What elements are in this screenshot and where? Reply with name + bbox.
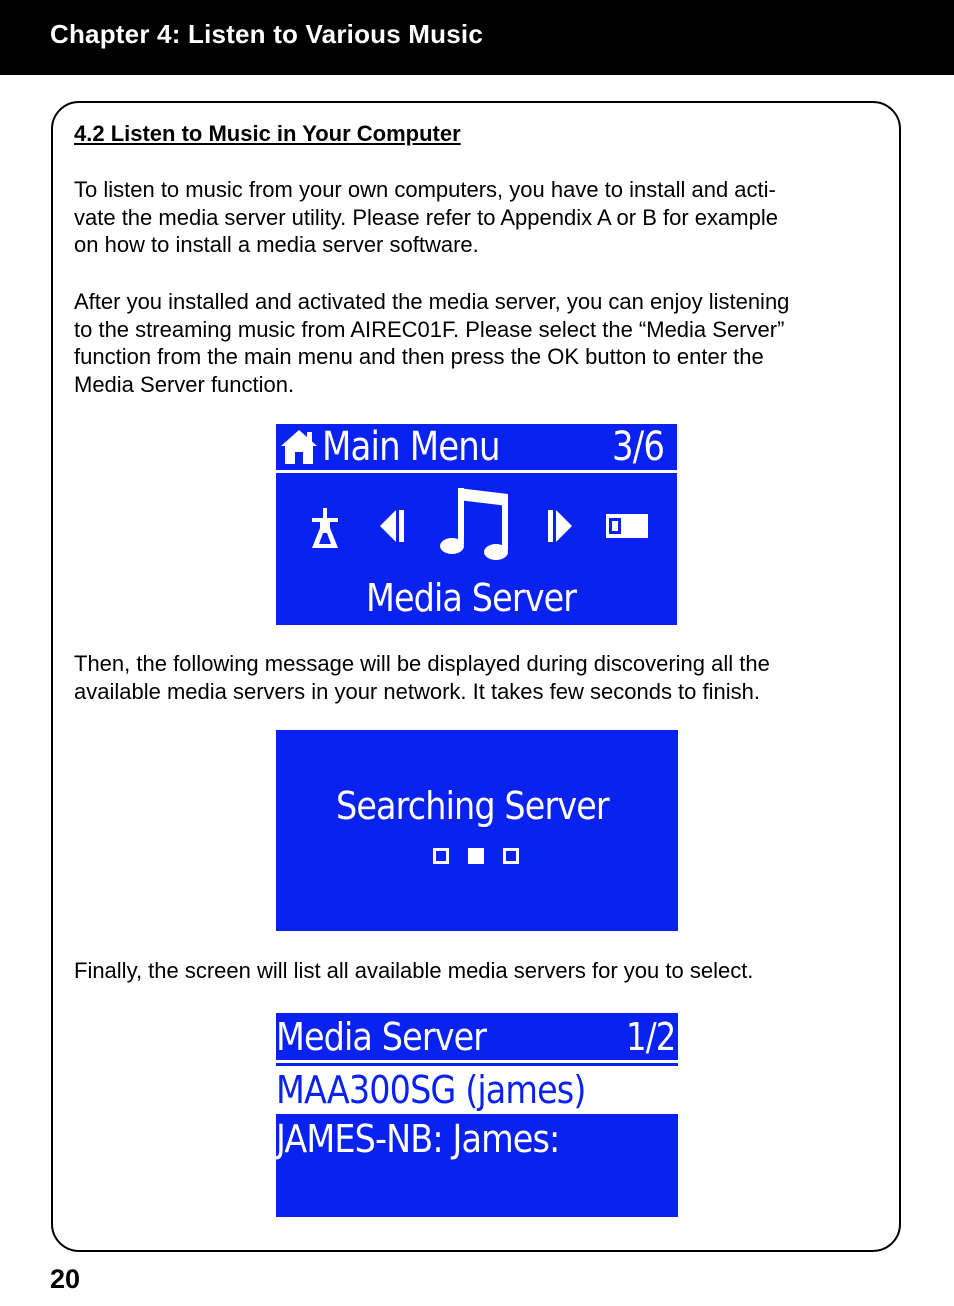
main-menu-screen	[276, 424, 677, 625]
server-list-page-indicator: 1/2	[626, 1015, 676, 1059]
chapter-header	[0, 0, 954, 75]
searching-message: Searching Server	[336, 784, 609, 828]
searching-server-screen	[276, 730, 678, 931]
menu-page-indicator: 3/6	[612, 424, 665, 470]
server-list-title-rule	[276, 1060, 678, 1063]
page-number: 20	[50, 1264, 81, 1294]
paragraph-line: function from the main menu and then press the OK button to enter the	[74, 344, 764, 369]
progress-square-empty-icon	[433, 848, 449, 864]
section-title: 4.2 Listen to Music in Your Computer	[74, 121, 461, 146]
music-note-icon	[436, 484, 518, 566]
menu-selected-label: Media Server	[366, 576, 577, 620]
card-icon	[604, 512, 650, 544]
tower-icon	[306, 506, 344, 554]
paragraph-line: to the streaming music from AIREC01F. Please select the “Media Server”	[74, 316, 785, 342]
paragraph-activation	[74, 288, 894, 398]
progress-square-empty-icon	[503, 848, 519, 864]
paragraph-line: vate the media server utility. Please refer to Appendix A or B for example	[74, 204, 778, 230]
server-list-item-selected	[276, 1066, 678, 1114]
paragraph-line: Media Server function.	[74, 371, 295, 397]
paragraph-searching	[74, 650, 894, 705]
server-name: JAMES-NB: James:	[276, 1117, 560, 1161]
paragraph-intro	[74, 176, 894, 259]
home-icon	[279, 428, 319, 470]
chapter-title: Chapter 4: Listen to Various Music	[50, 19, 483, 49]
paragraph-line: To listen to music from your own computers, you have to install and acti-	[74, 177, 776, 202]
menu-title-rule	[276, 470, 677, 473]
paragraph-line: After you installed and activated the media server, you can enjoy listening	[74, 289, 790, 314]
paragraph-finally	[74, 957, 894, 985]
progress-square-filled-icon	[468, 848, 484, 864]
arrow-right-icon	[546, 508, 576, 548]
paragraph-line: on how to install a media server software.	[74, 232, 479, 257]
paragraph-line: Then, the following message will be displayed during discovering all the	[74, 651, 770, 676]
paragraph-line: Finally, the screen will list all available media servers for you to select.	[74, 958, 754, 983]
paragraph-line: available media servers in your network. It takes few seconds to finish.	[74, 678, 760, 704]
server-list-title: Media Server	[276, 1015, 487, 1059]
server-name: MAA300SG (james)	[276, 1068, 586, 1112]
media-server-list-screen	[276, 1013, 678, 1217]
menu-title: Main Menu	[322, 424, 500, 470]
arrow-left-icon	[376, 508, 406, 548]
